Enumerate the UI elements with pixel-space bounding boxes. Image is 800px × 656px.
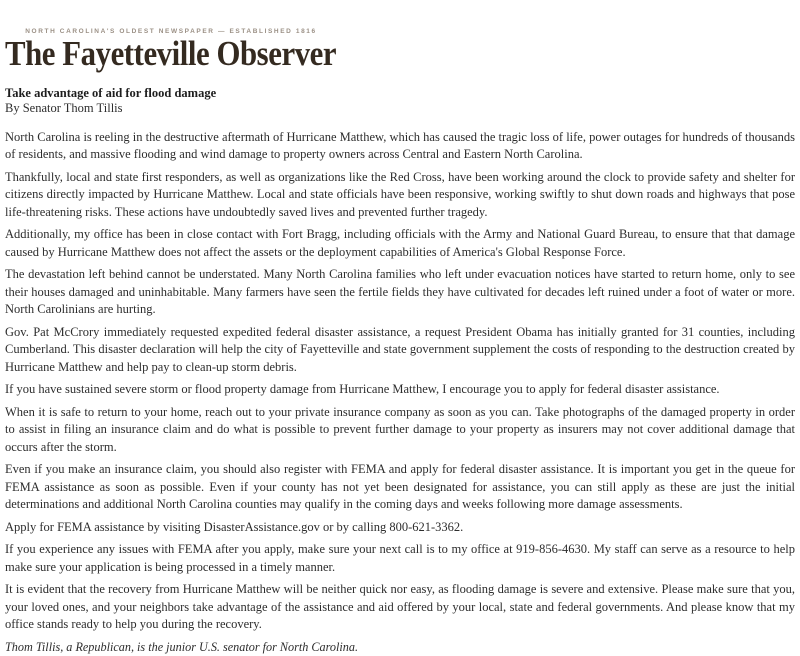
article-body [5,129,795,634]
article-paragraph: When it is safe to return to your home, reach out to your private insurance company as soon as you can. Take photographs of the damaged property in order to assist in filing an insurance claim and do what is possible to prevent further damage to your property as insurers may not cover additional damage that occurs after the storm. [5,404,795,454]
masthead-tagline: NORTH CAROLINA'S OLDEST NEWSPAPER — ESTABLISHED 1816 [25,28,317,35]
author-attribution: Thom Tillis, a Republican, is the junior U.S. senator for North Carolina. [5,639,359,654]
article-paragraph: The devastation left behind cannot be understated. Many North Carolina families who left under evacuation notices have started to return home, only to see their houses damaged and uninhabitable. Many farmers have seen the fertile fields they have cultivated for decades left ruined under a foot of water or more. North Carolinians are hurting. [5,267,795,317]
article-paragraph: North Carolina is reeling in the destructive aftermath of Hurricane Matthew, which has caused the tragic loss of life, power outages for hundreds of thousands of residents, and massive flooding and wind damage to property owners across Central and Eastern North Carolina. [5,129,795,162]
article-paragraph: Thankfully, local and state first responders, as well as organizations like the Red Cross, have been working around the clock to provide safety and shelter for citizens directly impacted by Hurricane Matthew. Local and state officials have been responsive, working swiftly to shut down roads and highways that pose life-threatening risks. These actions have undoubtedly saved lives and prevented further tragedy. [5,169,795,219]
article-paragraph: Even if you make an insurance claim, you should also register with FEMA and apply for federal disaster assistance. It is important you get in the queue for FEMA assistance as soon as possible. Even if your county has not yet been designated for assistance, you can still apply as these are just the initial determinations and additional North Carolina counties may qualify in the coming days and weeks following more damage assessments. [5,462,795,512]
masthead [5,28,795,73]
article-paragraph: Additionally, my office has been in close contact with Fort Bragg, including officials with the Army and National Guard Bureau, to ensure that that damage caused by Hurricane Matthew does not affect the assets or the deployment capabilities of America's Global Response Force. [5,227,795,259]
newspaper-title: The Fayetteville Observer [5,34,337,73]
article-paragraph: Apply for FEMA assistance by visiting DisasterAssistance.gov or by calling 800-621-3362. [5,519,464,534]
article-paragraph: It is evident that the recovery from Hurricane Matthew will be neither quick nor easy, as flooding damage is severe and extensive. Please make sure that you, your loved ones, and your neighbors take advantage of the assistance and aid offered by your local, state and federal governments. And please know that my office stands ready to help you during the recovery. [5,582,795,632]
article-paragraph: Gov. Pat McCrory immediately requested expedited federal disaster assistance, a request President Obama has initially granted for 31 counties, including Cumberland. This disaster declaration will help the city of Fayetteville and state government supplement the costs of responding to the destruction created by Hurricane Matthew and help pay to clean-up storm debris. [5,324,795,374]
article-byline: By Senator Thom Tillis [5,100,123,115]
article-headline: Take advantage of aid for flood damage [5,85,217,100]
article-paragraph: If you experience any issues with FEMA after you apply, make sure your next call is to my office at 919-856-4630. My staff can serve as a resource to help make sure your application is being processed in a timely manner. [5,542,795,574]
article-paragraph: If you have sustained severe storm or flood property damage from Hurricane Matthew, I encourage you to apply for federal disaster assistance. [5,382,720,397]
